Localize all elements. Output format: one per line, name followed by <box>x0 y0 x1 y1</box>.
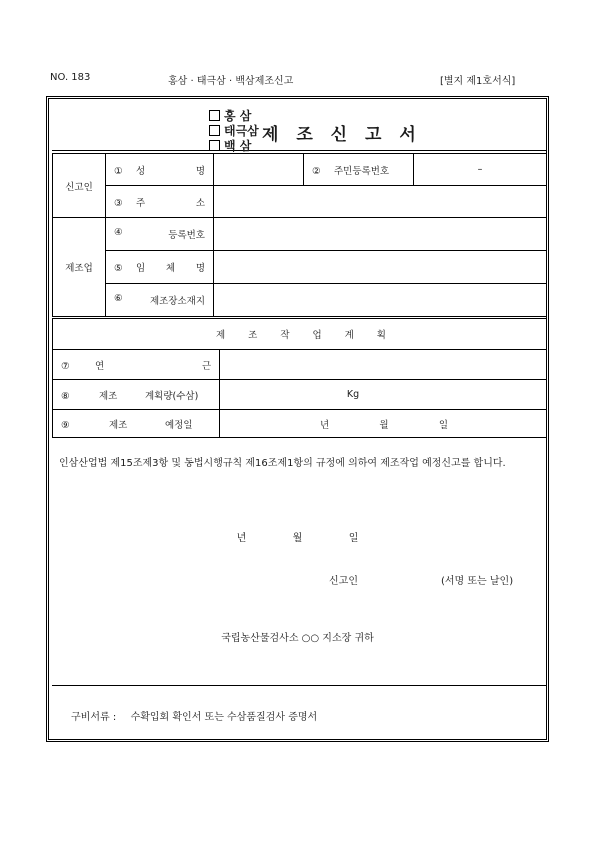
years-label-cell: ⑦ 연 근 <box>53 350 220 380</box>
declaration-date[interactable]: 년 월 일 <box>236 533 359 544</box>
location-label-cell: ⑥ 제조장소재지 <box>106 284 214 317</box>
form-subject: 홍삼 · 태극삼 · 백삼제조신고 <box>168 76 294 87</box>
name-field[interactable] <box>214 154 304 186</box>
location-field[interactable] <box>214 284 547 317</box>
option-white-ginseng[interactable]: 백 삼 <box>209 138 259 144</box>
applicant-business-table <box>52 153 547 317</box>
company-name-field[interactable] <box>214 251 547 284</box>
product-options <box>209 108 259 153</box>
scheduled-date-field[interactable]: 년 월 일 <box>220 410 547 438</box>
amount-field[interactable]: Kg <box>220 380 547 410</box>
date-label-cell: ⑨ 제조 예정일 <box>53 410 220 438</box>
form-frame <box>46 96 549 742</box>
option-red-ginseng[interactable]: 홍 삼 <box>209 108 259 123</box>
resident-id-field[interactable]: – <box>414 154 547 186</box>
form-reference: [별지 제1호서식] <box>440 76 516 87</box>
option-taegeuk-ginseng[interactable]: 태극삼 <box>209 123 259 138</box>
signer-label: 신고인 <box>329 576 358 587</box>
checkbox-icon[interactable] <box>209 125 220 136</box>
resident-id-label-cell: ② 주민등록번호 <box>304 154 414 186</box>
applicant-section-label: 신고인 <box>53 154 106 218</box>
signature-note[interactable]: (서명 또는 날인) <box>441 576 514 587</box>
registration-number-field[interactable] <box>214 218 547 251</box>
form-number: NO. 183 <box>50 72 91 83</box>
name-label-cell: ① 성 명 <box>106 154 214 186</box>
attachment-divider <box>52 685 546 686</box>
checkbox-icon[interactable] <box>209 110 220 121</box>
title-block <box>52 102 546 151</box>
form-title: 제 조 신 고 서 <box>262 125 422 145</box>
declaration-text: 인삼산업법 제15조제3항 및 동법시행규칙 제16조제1항의 규정에 의하여 제조작업 예정신고를 합니다. <box>59 458 506 469</box>
address-label-cell: ③ 주 소 <box>106 186 214 218</box>
company-label-cell: ⑤ 임 체 명 <box>106 251 214 284</box>
plan-heading: 제 조 작 업 계 획 <box>53 319 547 350</box>
years-field[interactable] <box>220 350 547 380</box>
attachments-row: 구비서류 : 수확입회 확인서 또는 수삼품질검사 증명서 <box>71 712 318 723</box>
registration-label-cell: ④ 등록번호 <box>106 218 214 251</box>
business-section-label: 제조업 <box>53 218 106 317</box>
recipient-line: 국립농산물검사소 ○○ 지소장 귀하 <box>221 633 374 644</box>
address-field[interactable] <box>214 186 547 218</box>
amount-label-cell: ⑧ 제조 계획량(수삼) <box>53 380 220 410</box>
plan-table <box>52 318 547 438</box>
checkbox-icon[interactable] <box>209 140 220 151</box>
